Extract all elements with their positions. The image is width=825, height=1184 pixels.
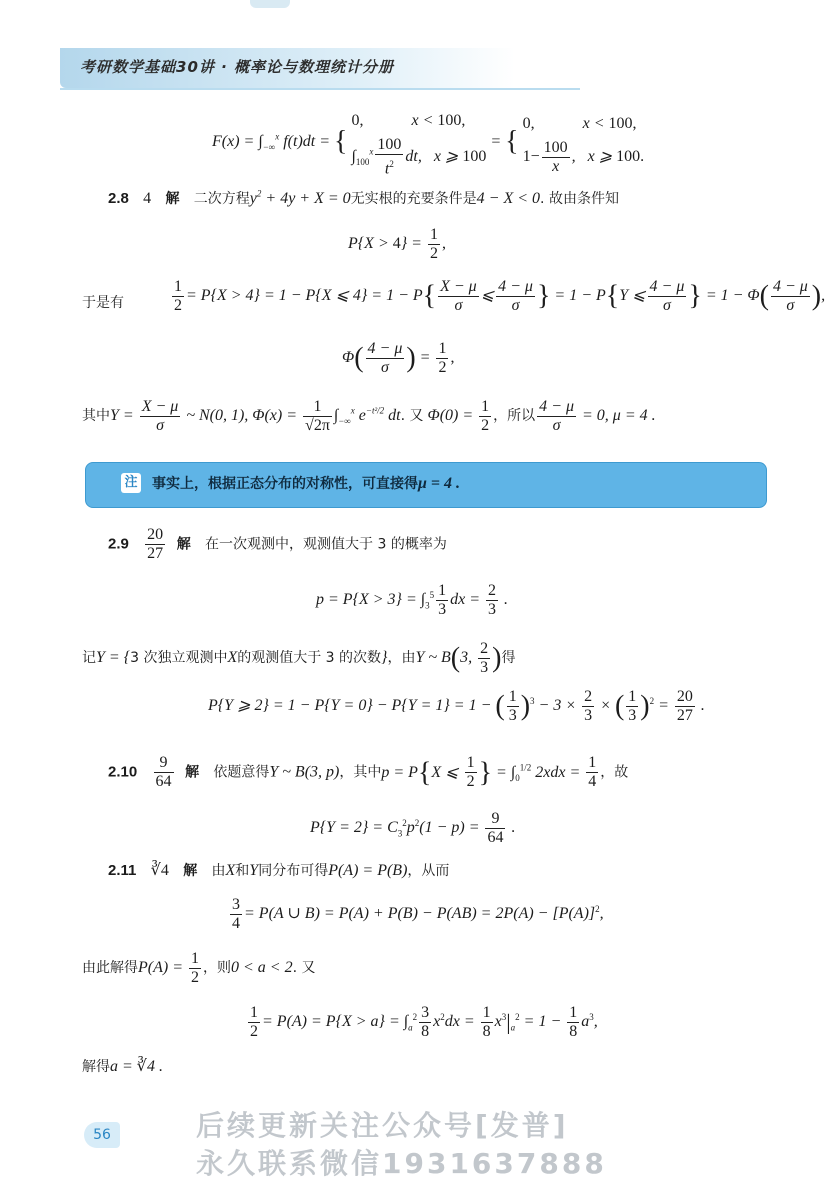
solution-label: 解 — [185, 764, 200, 781]
yushi-label: 于是有 — [82, 295, 124, 311]
text: 其中 — [82, 408, 110, 425]
text: ，则 — [203, 960, 231, 977]
watermark-line-2: 永久联系微信1931637888 — [196, 1147, 607, 1180]
problem-number: 2.9 — [108, 535, 129, 553]
text: 依题意得 — [213, 764, 270, 781]
text: 3 次独立观测中 — [130, 650, 228, 667]
text: 由 — [211, 863, 226, 879]
text: . 故由条件知 — [540, 191, 619, 207]
book-title: 考研数学基础30讲 · 概率论与数理统计分册 — [80, 58, 395, 76]
text: . 又 — [292, 960, 316, 977]
text: 得 — [501, 650, 516, 667]
solution-label: 解 — [183, 863, 198, 879]
answer-denominator: 27 — [147, 545, 164, 562]
answer-denominator: 64 — [155, 773, 172, 790]
problem-2-9-line — [108, 526, 447, 563]
text: 的观测值大于 3 的次数 — [237, 650, 382, 667]
text: ，从而 — [407, 863, 450, 879]
text: 和 — [235, 863, 250, 879]
text: ，所以 — [493, 408, 536, 425]
formula-PY-eq2: $P\{Y = 2\} = C_3^2p^2(1 - p)$ = $\frac{9}{64}$ . — [310, 810, 516, 846]
text: 无实根的充要条件是 — [350, 191, 477, 207]
formula-p-gt3: $p = P\{X > 3\} = \int_3^5$ $\frac{1}{3}$ dx = $\frac{2}{3}$ . — [316, 582, 509, 618]
text: 解得 — [82, 1059, 110, 1075]
problem-number: 2.11 — [108, 862, 137, 879]
text: ，故 — [600, 764, 629, 781]
text: ，由 — [387, 650, 416, 667]
answer-numerator: 20 — [147, 526, 164, 543]
solution-label: 解 — [165, 191, 180, 207]
text: 记 — [82, 650, 96, 667]
formula-PA-integral: $\frac{1}{2}$ = $P(A) = P\{X > a\} = \int_a^2$ $\frac{3}{8}$ $x^2dx$ = $\frac{1}{8}$ $x^3|_a^2 = 1$ − $\frac{1}{8}$ $a^3$, — [250, 1004, 598, 1040]
problem-number: 2.10 — [108, 763, 138, 781]
formula-Phi-half: Φ( $\frac{4 - \mu}{\sigma}$ ) = $\frac{1}{2}$ , — [342, 340, 455, 376]
problem-2-10-line: 2.10 $\frac{9}{64}$ 解 依题意得Y ~ B(3, p)，其中p = P{X ⩽ $\frac{1}{2}$ } = $\int_0^{1/2}$ 2xdx = $\frac{1}{4}$ ，故 — [108, 754, 629, 791]
solution-label: 解 — [176, 536, 191, 553]
formula-PY-ge2: P{Y ⩾ 2} = 1 − P{Y = 0} − P{Y = 1} = 1 − ( $\frac{1}{3}$ )$^3$ − 3 × $\frac{2}{3}$ × ( $\frac{1}{3}$ )$^2$ = $\frac{20}{27}$ . — [208, 688, 705, 724]
text: ，其中 — [339, 764, 382, 781]
header-rule — [60, 88, 580, 90]
text: . 又 — [400, 408, 424, 425]
watermark-line-1: 后续更新关注公众号[发普] — [196, 1109, 569, 1142]
note-body: 事实上，根据正态分布的对称性，可直接得 — [152, 476, 418, 492]
answer: 4 — [143, 190, 152, 207]
formula-PAuB: $\frac{3}{4}$ = P(A ∪ $B) = P(A) + P(B) - P(AB) = 2P(A) - [P(A)]^2$, — [232, 896, 604, 932]
ji-Y-line: 记Y = {3 次独立观测中X的观测值大于 3 的次数}，由Y ~ B(3, $\frac{2}{3}$ )得 — [82, 640, 516, 676]
note-badge: 注 — [121, 473, 141, 493]
page-number: 56 — [84, 1122, 120, 1148]
problem-number: 2.8 — [108, 190, 129, 207]
formula-Fx-piecewise: $F(x) = \int_{-\infty}^x$ f(t)dt = { 0, x < 100, $\int_{100}^x$ $\frac{100}{t^2}$ dt, x ⩾ 100 = { 0, x < 100, 1− $\frac{100}{x}$ , x ⩾ 100. — [212, 112, 645, 178]
qizhong-line: 其中Y = $\frac{X - \mu}{\sigma}$ ~ N(0, 1), Φ(x) = $\frac{1}{√2\pi}$ $\int_{-\infty}^x$ $e^{-t^2/2}$ dt. 又 Φ(0) = $\frac{1}{2}$ ，所以 $\frac{4 - \mu}{\sigma}$ = 0, μ = 4 . — [82, 398, 656, 434]
text: 同分布可得 — [258, 863, 329, 879]
text: 在一次观测中，观测值大于 3 的概率为 — [205, 536, 447, 553]
answer-numerator: 9 — [154, 754, 174, 773]
problem-2-11-line: 2.11 ∛4 解 由X和Y同分布可得P(A) = P(B)，从而 — [108, 862, 450, 879]
text: 由此解得 — [82, 960, 138, 977]
note-text: 事实上，根据正态分布的对称性，可直接得μ = 4 . — [152, 475, 461, 492]
formula-normal-chain: $\frac{1}{2}$ = P{X > 4} = 1 − P{X ⩽ 4} = 1 − P{ $\frac{X - \mu}{\sigma}$ ⩽ $\frac{4 - \mu}{\sigma}$ } = 1 − P{Y ⩽ $\frac{4 - \mu}{\sigma}$ } = 1 − Φ( $\frac{4 - \mu}{\sigma}$ ), — [174, 278, 825, 314]
youci-line: 由此解得P(A) = $\frac{1}{2}$ ，则0 < a < 2. 又 — [82, 950, 316, 986]
formula-PX-gt4: P{X > 4} = $\frac{1}{2}$ , — [348, 226, 446, 262]
jiede-line: 解得a = ∛4 . — [82, 1058, 163, 1075]
problem-2-8-line: 2.8 4 解 二次方程$y^2 + 4y + X = 0$无实根的充要条件是4 − X < 0. 故由条件知 — [108, 188, 619, 207]
text: 二次方程 — [193, 191, 250, 207]
top-smudge — [250, 0, 290, 8]
